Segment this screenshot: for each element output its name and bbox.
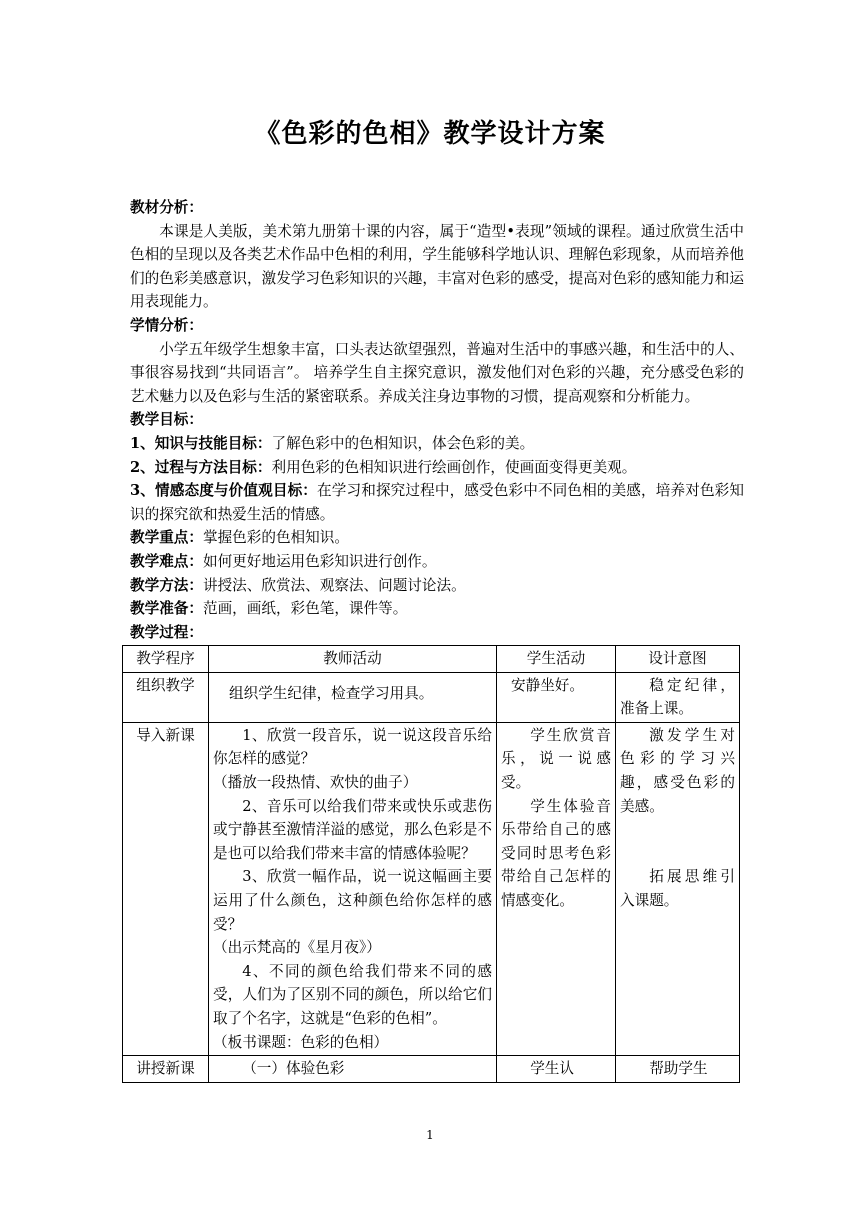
header-student: 学生活动 <box>497 646 616 673</box>
intent-paragraph: 激发学生对色彩的学习兴趣，感受色彩的美感。 <box>620 726 735 815</box>
cell-intent <box>616 722 740 1055</box>
difficulty <box>130 550 744 574</box>
table-row <box>123 672 740 722</box>
difficulty-label: 教学难点： <box>130 552 203 570</box>
cell-intent <box>616 672 740 722</box>
teacher-paragraph: 2、音乐可以给我们带来或快乐或悲伤或宁静甚至激情洋溢的感觉，那么色彩是不是也可以给我们带来丰富的情感体验呢？ <box>213 797 492 862</box>
teacher-paragraph: 4、不同的颜色给我们带来不同的感受，人们为了区别不同的颜色，所以给它们取了个名字，这就是“色彩的色相”。 <box>213 962 492 1027</box>
cell-teacher: 组织学生纪律，检查学习用具。 <box>209 672 497 722</box>
intent-text: 稳定纪律，准备上课。 <box>620 676 735 718</box>
goal-2-label: 2、过程与方法目标： <box>130 458 272 476</box>
goal-3-text: 在学习和探究过程中，感受色彩中不同色相的美感，培养对色彩知识的探究欲和热爱生活的情感。 <box>130 482 744 523</box>
goal-2 <box>130 456 744 480</box>
goal-3 <box>130 479 744 526</box>
teacher-paragraph: （板书课题：色彩的色相） <box>213 1033 389 1051</box>
header-teacher: 教师活动 <box>209 646 497 673</box>
teacher-paragraph: （一）体验色彩 <box>242 1060 345 1078</box>
goal-2-text: 利用色彩的色相知识进行绘画创作，使画面变得更美观。 <box>271 458 637 476</box>
goal-3-label: 3、情感态度与价值观目标： <box>130 482 318 500</box>
analysis-text: 本课是人美版，美术第九册第十课的内容，属于“造型•表现”领域的课程。通过欣赏生活中色相的呈现以及各类艺术作品中色相的利用，学生能够科学地认识、理解色彩现象，从而培养他们的色彩美感意识，激发学习色彩知识的兴趣，丰富对色彩的感受，提高对色彩的感知能力和运用表现能力。 <box>130 222 744 311</box>
page-number: 1 <box>426 1128 434 1142</box>
teacher-paragraph: 1、欣赏一段音乐，说一说这段音乐给你怎样的感觉？ <box>213 726 492 768</box>
key-point-text: 掌握色彩的色相知识。 <box>202 529 349 547</box>
table-header-row <box>123 646 740 673</box>
teacher-paragraph: （播放一段热情、欢快的曲子） <box>213 773 418 791</box>
cell-step: 导入新课 <box>123 722 209 1055</box>
learner-text: 小学五年级学生想象丰富，口头表达欲望强烈，普遍对生活中的事感兴趣，和生活中的人、事很容易找到“共同语言”。 培养学生自主探究意识，激发他们对色彩的兴趣，充分感受色彩的艺术魅力以及色彩与生活的紧密联系。养成关注身边事物的习惯，提高观察和分析能力。 <box>130 340 744 405</box>
method-label: 教学方法： <box>130 576 203 594</box>
student-paragraph: 学生认 <box>530 1060 574 1078</box>
page-title: 《色彩的色相》教学设计方案 <box>254 119 606 149</box>
intent-paragraph: 拓展思维引入课题。 <box>620 868 735 909</box>
difficulty-text: 如何更好地运用色彩知识进行创作。 <box>202 552 437 570</box>
key-point <box>130 526 744 550</box>
teacher-paragraph: （出示梵高的《星月夜》） <box>213 939 381 957</box>
cell-step: 组织教学 <box>123 672 209 722</box>
student-paragraph: 学生体验音乐带给自己的感受同时思考色彩带给自己怎样的情感变化。 <box>501 797 611 909</box>
method <box>130 574 744 598</box>
table-row <box>123 1056 740 1083</box>
cell-intent <box>616 1056 740 1083</box>
student-paragraph: 学生欣赏音乐，说一说感受。 <box>501 726 611 791</box>
header-intent: 设计意图 <box>616 646 740 673</box>
process-table <box>122 645 740 1083</box>
document-body <box>130 196 744 644</box>
cell-student <box>497 722 616 1055</box>
process-heading: 教学过程： <box>130 623 203 641</box>
method-text: 讲授法、欣赏法、观察法、问题讨论法。 <box>202 576 466 594</box>
goals-heading: 教学目标： <box>130 411 203 429</box>
table-row <box>123 722 740 1055</box>
cell-student: 安静坐好。 <box>497 672 616 722</box>
preparation-label: 教学准备： <box>130 600 203 618</box>
cell-step: 讲授新课 <box>123 1056 209 1083</box>
cell-teacher <box>209 722 497 1055</box>
goal-1 <box>130 432 744 456</box>
teacher-paragraph: 3、欣赏一幅作品，说一说这幅画主要运用了什么颜色，这种颜色给你怎样的感受？ <box>213 868 492 933</box>
goal-1-label: 1、知识与技能目标： <box>130 434 272 452</box>
header-step: 教学程序 <box>123 646 209 673</box>
learner-heading: 学情分析： <box>130 316 203 334</box>
preparation <box>130 597 744 621</box>
analysis-heading: 教材分析： <box>130 199 203 216</box>
cell-student <box>497 1056 616 1083</box>
intent-paragraph: 帮助学生 <box>649 1060 708 1078</box>
key-point-label: 教学重点： <box>130 529 203 547</box>
preparation-text: 范画，画纸，彩色笔，课件等。 <box>202 600 408 618</box>
cell-teacher <box>209 1056 497 1083</box>
goal-1-text: 了解色彩中的色相知识，体会色彩的美。 <box>271 434 535 452</box>
